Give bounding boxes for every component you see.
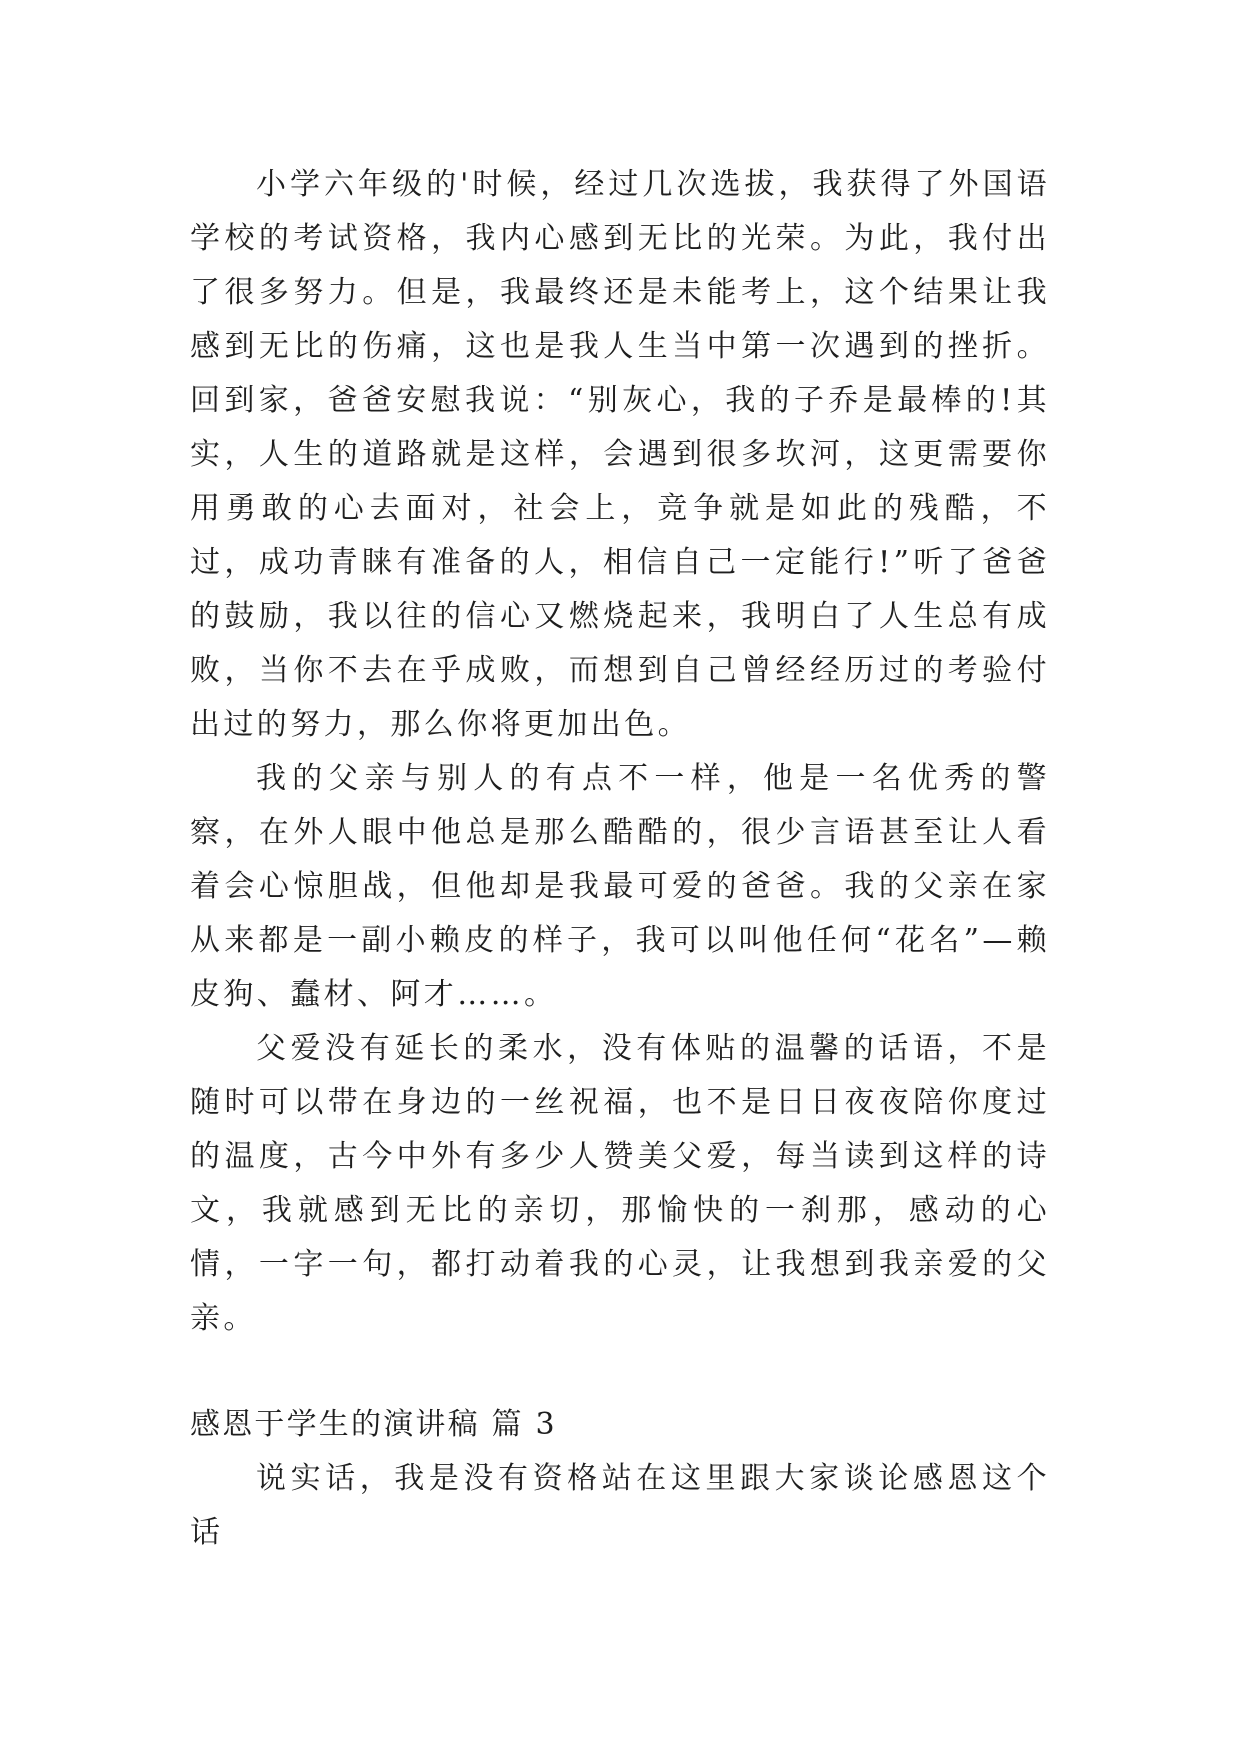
section-heading: 感恩于学生的演讲稿 篇 3 (190, 1407, 557, 1442)
paragraph-4: 说实话，我是没有资格站在这里跟大家谈论感恩这个话 (190, 1461, 1050, 1550)
document-body (190, 158, 1050, 1560)
paragraph-2: 我的父亲与别人的有点不一样，他是一名优秀的警察，在外人眼中他总是那么酷酷的，很少言语甚至让人看着会心惊胆战，但他却是我最可爱的爸爸。我的父亲在家从来都是一副小赖皮的样子，我可以叫他任何“花名”—赖皮狗、蠢材、阿才……。 (190, 761, 1050, 1012)
paragraph-3: 父爱没有延长的柔水，没有体贴的温馨的话语，不是随时可以带在身边的一丝祝福，也不是日日夜夜陪你度过的温度，古今中外有多少人赞美父爱，每当读到这样的诗文，我就感到无比的亲切，那愉快的一刹那，感动的心情，一字一句，都打动着我的心灵，让我想到我亲爱的父亲。 (190, 1031, 1050, 1336)
paragraph-1: 小学六年级的'时候，经过几次选拔，我获得了外国语学校的考试资格，我内心感到无比的光荣。为此，我付出了很多努力。但是，我最终还是未能考上，这个结果让我感到无比的伤痛，这也是我人生当中第一次遇到的挫折。回到家，爸爸安慰我说：“别灰心，我的子乔是最棒的!其实，人生的道路就是这样，会遇到很多坎河，这更需要你用勇敢的心去面对，社会上，竞争就是如此的残酷，不过，成功青睐有准备的人，相信自己一定能行!”听了爸爸的鼓励，我以往的信心又燃烧起来，我明白了人生总有成败，当你不去在乎成败，而想到自己曾经经历过的考验付出过的努力，那么你将更加出色。 (190, 167, 1050, 742)
